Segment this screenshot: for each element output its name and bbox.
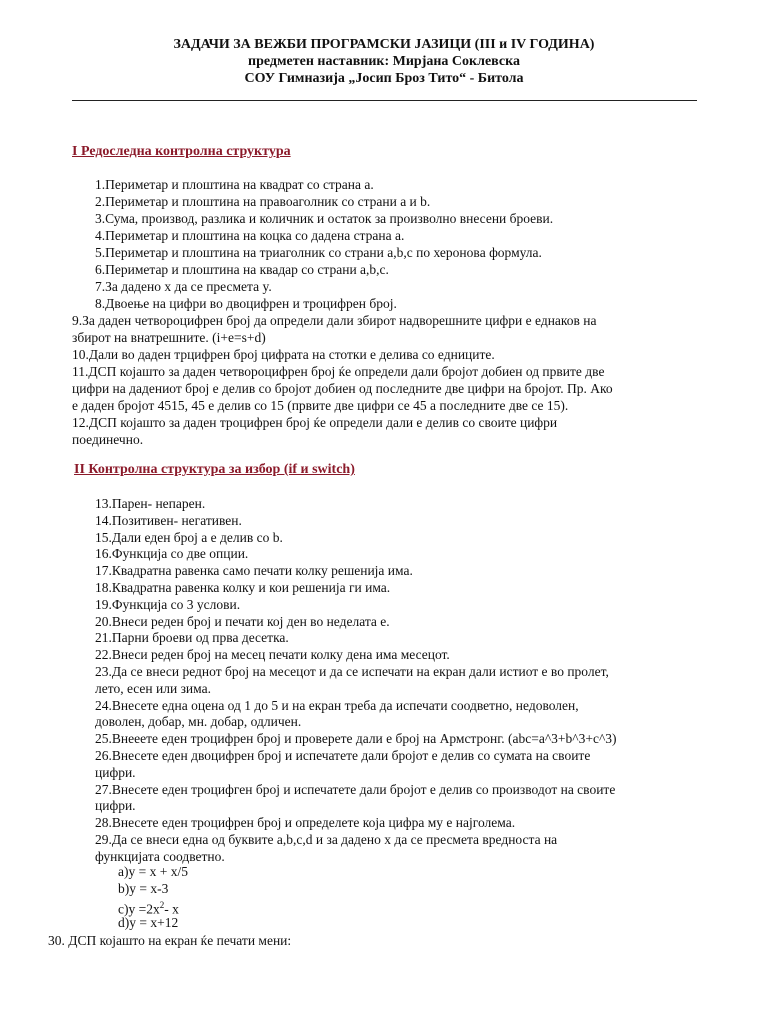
section-1-line: 7.За дадено x да се пресмета y. <box>95 279 272 294</box>
section-2-line: 14.Позитивен- негативен. <box>95 512 242 528</box>
section-1-line: 3.Сума, производ, разлика и количник и остаток за произволно внесени броеви. <box>95 211 554 226</box>
section-2-line: 27.Внесете еден троцифген број и испечатете дали бројот е делив со производот на своите <box>95 781 616 797</box>
task-30: 30. ДСП којашто на екран ќе печати мени: <box>48 933 292 948</box>
section-2-line: 21.Парни броеви од прва десетка. <box>95 630 289 646</box>
option-d: d)y = x+12 <box>118 915 179 930</box>
section-1-line: 11.ДСП којашто за даден четвороцифрен број ќе определи дали бројот добиен од првите две <box>72 364 605 379</box>
section-1-title: I Редоследна контролна структура <box>72 144 291 159</box>
section-1-line: е даден бројот 4515, 45 е делив со 15 (првите две цифри се 45 а последните две се 15). <box>72 398 569 413</box>
section-2-line: 29.Да се внеси една од буквите a,b,c,d и за дадено х да се пресмета вредноста на <box>95 832 558 847</box>
section-1-line: 6.Периметар и плоштина на квадар со страни а,b,c. <box>95 262 389 277</box>
section-1-line: 12.ДСП којашто за даден троцифрен број ќе определи дали е делив со своите цифри <box>72 415 558 430</box>
option-c-text: c)y =2x <box>118 901 160 917</box>
option-c-tail: - x <box>164 901 179 917</box>
section-2-line: 28.Внесете еден троцифрен број и определете која цифра му е најголема. <box>95 815 516 831</box>
section-1-line: 2.Периметар и плоштина на правоаголник со страни а и b. <box>95 194 431 209</box>
section-2-line: 26.Внесете еден двоцифрен број и испечатете дали бројот е делив со сумата на своите <box>95 748 591 763</box>
section-1-line: збирот на внатрешните. (i+e=s+d) <box>72 330 266 345</box>
section-2-line: цифри. <box>95 764 136 780</box>
header-divider <box>72 100 697 101</box>
option-b: b)y = x-3 <box>118 881 169 896</box>
option-c-exponent: 2 <box>159 900 165 910</box>
section-2-line: 17.Квадратна равенка само печати колку решенија има. <box>95 563 413 579</box>
school-line: СОУ Гимназија „Јосип Броз Тито“ - Битола <box>244 71 524 86</box>
section-2-line: 19.Функција со 3 услови. <box>95 596 241 612</box>
section-2-line: цифри. <box>95 798 136 814</box>
section-2-line: доволен, добар, мн. добар, одличен. <box>95 714 302 730</box>
section-2-title: II Контролна структура за избор (if и switch) <box>74 462 355 477</box>
section-2-line: 13.Парен- непарен. <box>95 496 206 511</box>
section-2-line: 15.Дали еден број а е делив со b. <box>95 529 283 545</box>
section-2-line: 23.Да се внеси реднот број на месецот и да се испечати на екран дали истиот е во пролет, <box>95 664 609 679</box>
section-1-line: 4.Периметар и плоштина на коцка со дадена страна а. <box>95 228 405 243</box>
section-2-line: 24.Внесете една оцена од 1 до 5 и на екран треба да испечати соодветно, недоволен, <box>95 697 579 713</box>
section-2-line: 20.Внеси реден број и печати кој ден во неделата е. <box>95 613 390 629</box>
section-2-line: функцијата соодветно. <box>95 848 225 864</box>
section-2-line: 22.Внеси реден број на месец печати колку дена има месецот. <box>95 647 450 663</box>
section-1-line: 1.Периметар и плоштина на квадрат со страна а. <box>95 177 374 192</box>
document-title: ЗАДАЧИ ЗА ВЕЖБИ ПРОГРАМСКИ ЈАЗИЦИ (III и IV ГОДИНА) <box>173 37 595 52</box>
document-header <box>0 36 768 87</box>
option-a: a)y = x + x/5 <box>118 864 188 879</box>
section-1-line: поединечно. <box>72 432 144 447</box>
section-1-line: 5.Периметар и плоштина на триаголник со страни a,b,c по хероновa формула. <box>95 245 542 260</box>
section-1-line: 10.Дали во даден трцифрен број цифрата на стотки е делива со едниците. <box>72 347 495 362</box>
section-2-line: 25.Внееете еден троцифрен број и проверете дали е број на Армстронг. (abc=a^3+b^3+c^3) <box>95 731 617 747</box>
section-1-line: цифри на дадениот број е делив со бројот добиен од последните две цифри на бројот. Пр. Ако <box>72 381 613 396</box>
section-1-line: 8.Двоење на цифри во двоцифрен и троцифрен број. <box>95 296 397 311</box>
section-2-line: 18.Квадратна равенка колку и кои решенија ги има. <box>95 580 391 595</box>
section-2-line: 16.Функција со две опции. <box>95 546 249 562</box>
section-2-line: лето, есен или зима. <box>95 680 211 696</box>
teacher-line: предметен наставник: Мирјана Соклевска <box>248 54 520 69</box>
section-1-line: 9.За даден четвороцифрен број да определи дали збирот надворешните цифри е еднаков на <box>72 313 597 328</box>
